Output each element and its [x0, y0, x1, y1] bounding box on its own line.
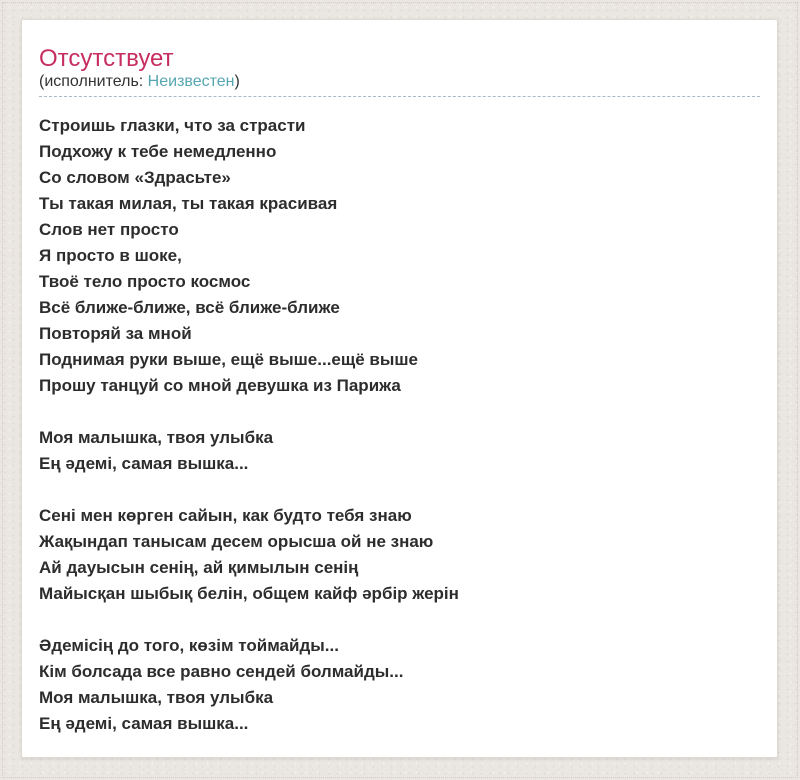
lyric-line	[39, 477, 760, 503]
lyric-line: Әдемісің до того, көзім тоймайды...	[39, 636, 339, 655]
lyric-line: Кім болсада все равно сендей болмайды...	[39, 662, 404, 681]
page-title: Отсутствует	[39, 45, 174, 72]
lyric-line: Ең әдемі, самая вышка...	[39, 714, 249, 733]
artist-line	[39, 73, 760, 97]
lyric-line: Сені мен көрген сайын, как будто тебя знаю	[39, 506, 412, 525]
lyric-line: Жақындап танысам десем орысша ой не знаю	[39, 532, 434, 551]
artist-label-suffix: )	[234, 73, 240, 90]
lyric-line: Майысқан шыбық белін, общем кайф әрбір жерін	[39, 584, 459, 603]
lyric-line: Подхожу к тебе немедленно	[39, 142, 277, 161]
lyric-line: Моя малышка, твоя улыбка	[39, 428, 274, 447]
content-card	[21, 19, 778, 758]
lyric-line: Слов нет просто	[39, 220, 179, 239]
lyrics	[39, 113, 760, 737]
lyric-line: Я просто в шоке,	[39, 246, 182, 265]
artist-link[interactable]: Неизвестен	[147, 73, 235, 90]
lyric-line	[39, 399, 760, 425]
artist-label-prefix: (исполнитель:	[39, 73, 148, 90]
lyric-line: Повторяй за мной	[39, 324, 192, 343]
lyric-line: Ты такая милая, ты такая красивая	[39, 194, 338, 213]
lyric-line: Ең әдемі, самая вышка...	[39, 454, 249, 473]
lyric-line: Прошу танцуй со мной девушка из Парижа	[39, 376, 401, 395]
lyric-line: Моя малышка, твоя улыбка	[39, 688, 274, 707]
lyric-line: Твоё тело просто космос	[39, 272, 251, 291]
lyric-line: Всё ближе-ближе, всё ближе-ближе	[39, 298, 340, 317]
lyric-line: Строишь глазки, что за страсти	[39, 116, 306, 135]
lyric-line: Ай дауысын сенің, ай қимылын сенің	[39, 558, 359, 577]
lyric-line	[39, 607, 760, 633]
lyric-line: Со словом «Здрасьте»	[39, 168, 231, 187]
lyric-line: Поднимая руки выше, ещё выше...ещё выше	[39, 350, 418, 369]
